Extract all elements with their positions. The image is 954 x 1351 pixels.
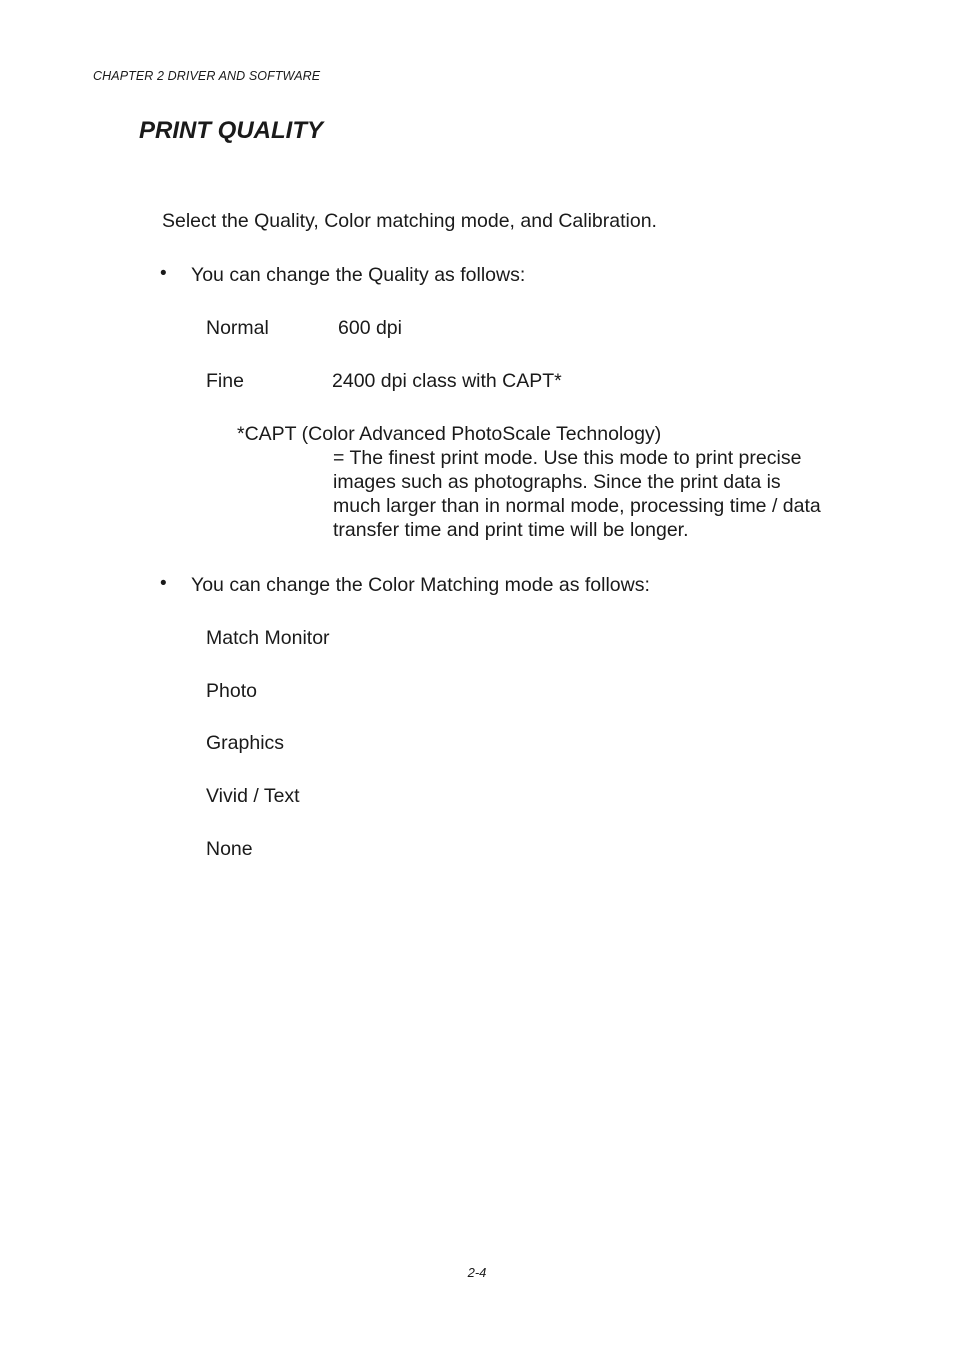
color-matching-bullet: • [160, 573, 167, 594]
capt-footnote-line: images such as photographs. Since the print data is [333, 471, 781, 493]
color-matching-option: Vivid / Text [206, 785, 300, 807]
capt-footnote-line: transfer time and print time will be longer. [333, 519, 689, 541]
quality-option-normal-name: Normal [206, 317, 269, 339]
page-title: PRINT QUALITY [139, 117, 323, 144]
intro-paragraph: Select the Quality, Color matching mode, and Calibration. [162, 210, 657, 232]
capt-footnote-term: *CAPT (Color Advanced PhotoScale Technology) [237, 423, 662, 445]
quality-lead: You can change the Quality as follows: [191, 264, 526, 286]
color-matching-option: Photo [206, 680, 257, 702]
color-matching-option: Match Monitor [206, 627, 330, 649]
running-head: CHAPTER 2 DRIVER AND SOFTWARE [93, 69, 321, 83]
color-matching-option: None [206, 838, 253, 860]
capt-footnote-line: much larger than in normal mode, processing time / data [333, 495, 821, 517]
quality-option-fine-value: 2400 dpi class with CAPT* [332, 370, 562, 392]
color-matching-option: Graphics [206, 732, 285, 754]
quality-bullet: • [160, 263, 167, 284]
page-number: 2-4 [467, 1265, 487, 1280]
capt-footnote-line: = The finest print mode. Use this mode to print precise [333, 447, 802, 469]
color-matching-lead: You can change the Color Matching mode as follows: [191, 574, 650, 596]
quality-option-fine-name: Fine [206, 370, 244, 392]
quality-option-normal-value: 600 dpi [338, 317, 402, 339]
